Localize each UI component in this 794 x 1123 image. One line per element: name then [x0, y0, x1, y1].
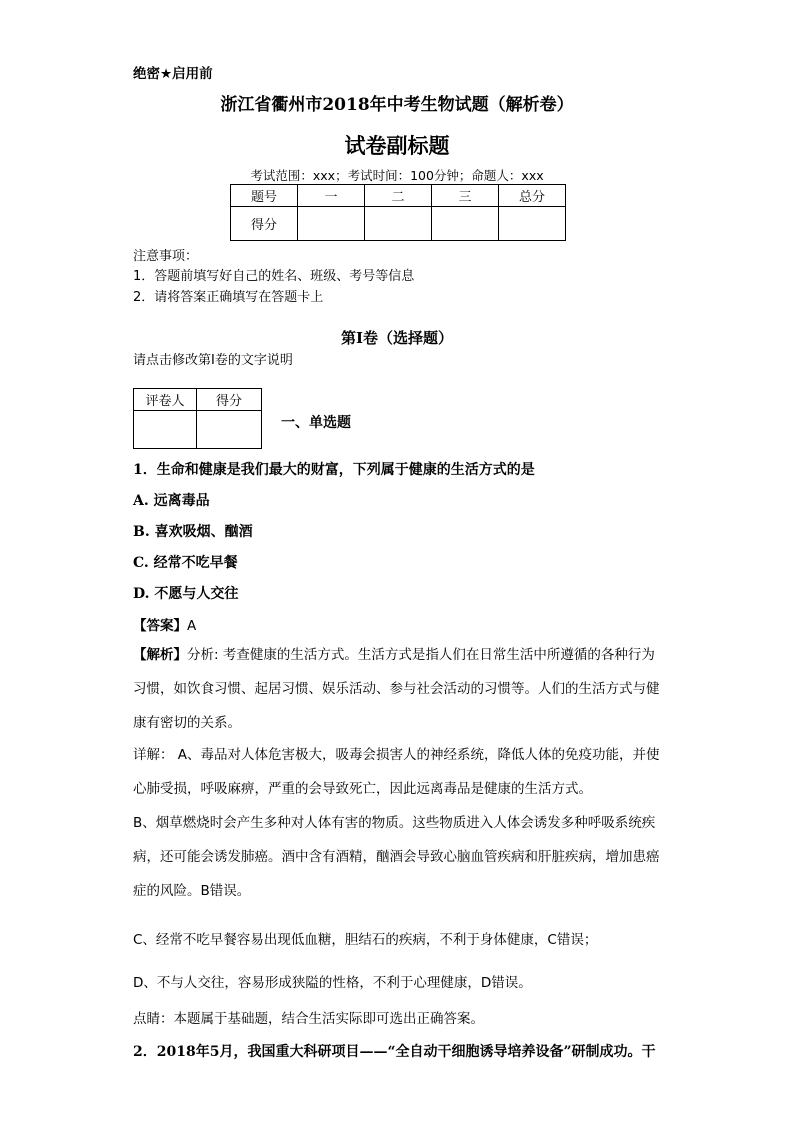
q1-detail-b: B、烟草燃烧时会产生多种对人体有害的物质。这些物质进入人体会诱发多种呼吸系统疾病，还可能会诱发肺癌。酒中含有酒精，酗酒会导致心脑血管疾病和肝脏疾病，增加患癌症的风险。B错误。 — [133, 815, 660, 899]
analysis-text: 分析: 考查健康的生活方式。生活方式是指人们在日常生活中所遵循的各种行为习惯，如饮食习惯、起居习惯、娱乐活动、参与社会活动的习惯等。人们的生活方式与健康有密切的关系。 — [133, 647, 660, 731]
grader-cell[interactable] — [134, 411, 197, 449]
secret-label: 绝密★启用前 — [133, 66, 213, 82]
q1-answer — [133, 614, 196, 634]
q1-option-a: A. 远离毒品 — [133, 493, 210, 509]
grader-score-header: 得分 — [197, 389, 262, 411]
volume-desc[interactable]: 请点击修改第I卷的文字说明 — [133, 353, 293, 368]
grader-score-cell[interactable] — [197, 411, 262, 449]
notes-item-2: 2．请将答案正确填写在答题卡上 — [133, 290, 324, 305]
exam-info: 考试范围：xxx；考试时间：100分钟；命题人：xxx — [250, 168, 544, 183]
q1-stem: 1．生命和健康是我们最大的财富，下列属于健康的生活方式的是 — [133, 462, 535, 478]
score-cell[interactable] — [499, 207, 566, 241]
q1-option-d: D. 不愿与人交往 — [133, 586, 239, 602]
grader-header: 评卷人 — [134, 389, 197, 411]
score-header-total: 总分 — [499, 185, 566, 207]
q1-analysis — [133, 638, 663, 740]
score-header-1: 一 — [298, 185, 365, 207]
score-header-2: 二 — [365, 185, 432, 207]
answer-label: 【答案】 — [133, 618, 187, 634]
score-table — [230, 184, 566, 241]
score-row-label: 得分 — [231, 207, 298, 241]
page-subtitle: 试卷副标题 — [344, 134, 450, 158]
score-header-3: 三 — [432, 185, 499, 207]
q1-detail-a: 详解： A、毒品对人体危害极大，吸毒会损害人的神经系统，降低人体的免疫功能，并使心肺受损，呼吸麻痹，严重的会导致死亡，因此远离毒品是健康的生活方式。 — [133, 747, 660, 797]
q1-detail-d: D、不与人交往，容易形成狭隘的性格，不利于心理健康，D错误。 — [133, 975, 532, 991]
page-title: 浙江省衢州市2018年中考生物试题（解析卷） — [220, 95, 574, 115]
q1-comment: 点睛：本题属于基础题，结合生活实际即可选出正确答案。 — [133, 1011, 484, 1027]
answer-value: A — [187, 618, 197, 634]
volume-title: 第I卷（选择题） — [340, 329, 454, 347]
section-title: 一、单选题 — [281, 415, 351, 431]
notes-title: 注意事项： — [133, 249, 199, 264]
q2-stem: 2．2018年5月，我国重大科研项目——“全自动干细胞诱导培养设备”研制成功。干 — [133, 1044, 656, 1060]
grader-table — [133, 388, 262, 449]
q1-option-b: B. 喜欢吸烟、酗酒 — [133, 524, 253, 540]
q1-detail-c: C、经常不吃早餐容易出现低血糖，胆结石的疾病，不利于身体健康，C错误； — [133, 932, 598, 948]
score-header-label: 题号 — [231, 185, 298, 207]
score-cell[interactable] — [298, 207, 365, 241]
score-cell[interactable] — [432, 207, 499, 241]
notes-item-1: 1．答题前填写好自己的姓名、班级、考号等信息 — [133, 269, 415, 284]
score-cell[interactable] — [365, 207, 432, 241]
analysis-label: 【解析】 — [133, 647, 187, 663]
q1-option-c: C. 经常不吃早餐 — [133, 555, 238, 571]
